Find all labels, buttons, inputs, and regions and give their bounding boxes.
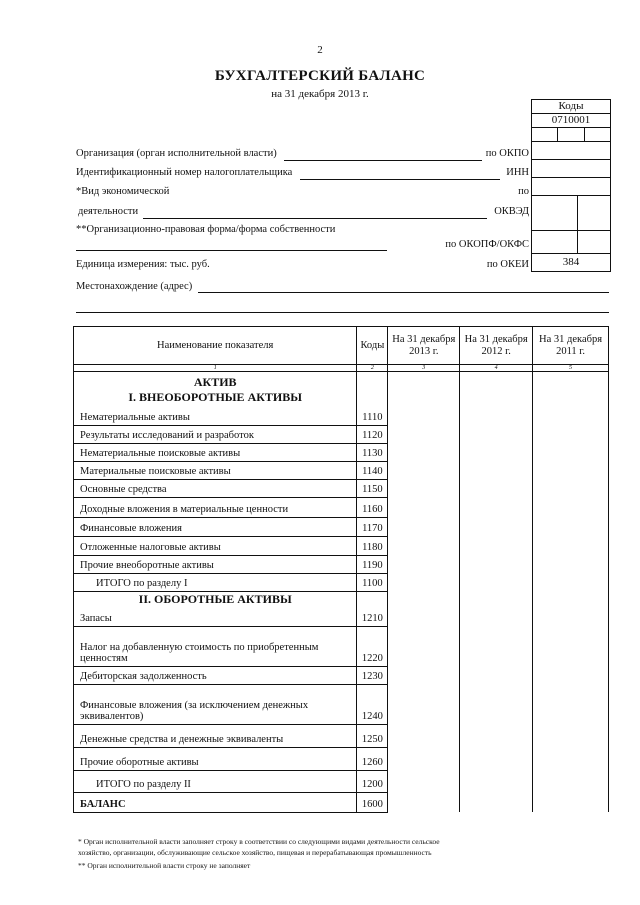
value-cell[interactable] [388, 480, 460, 498]
okopf-label: по ОКОПФ/ОКФС [445, 239, 529, 250]
value-cell[interactable] [388, 684, 460, 724]
header-name: Наименование показателя [74, 327, 357, 365]
value-cell[interactable] [388, 747, 460, 770]
table-row [74, 480, 609, 498]
table-row [74, 444, 609, 462]
okei-label: по ОКЕИ [486, 259, 529, 270]
okved-label: ОКВЭД [494, 206, 529, 217]
table-row [74, 626, 609, 666]
section1-total-label: ИТОГО по разделу I [74, 574, 357, 592]
value-cell[interactable] [460, 426, 533, 444]
row-code: 1120 [357, 426, 388, 444]
section1-total-code: 1100 [357, 574, 388, 592]
row-label: Отложенные налоговые активы [74, 537, 357, 556]
value-cell[interactable] [388, 770, 460, 792]
document-date: на 31 декабря 2013 г. [271, 88, 369, 100]
page-number: 2 [317, 44, 323, 56]
value-cell[interactable] [460, 518, 533, 537]
value-cell[interactable] [460, 792, 533, 812]
header-col2: На 31 декабря 2012 г. [460, 327, 533, 365]
row-label: Основные средства [74, 480, 357, 498]
value-cell[interactable] [388, 626, 460, 666]
section1-title-row [74, 372, 609, 408]
header-col3: На 31 декабря 2011 г. [533, 327, 609, 365]
row-label: Нематериальные поисковые активы [74, 444, 357, 462]
value-cell[interactable] [388, 556, 460, 574]
activity-code-cell[interactable] [532, 178, 610, 196]
value-cell[interactable] [533, 537, 609, 556]
row-label: Дебиторская задолженность [74, 666, 357, 684]
value-cell[interactable] [533, 684, 609, 724]
col-number: 1 [74, 365, 357, 372]
row-code: 1210 [357, 608, 388, 626]
table-row [74, 537, 609, 556]
value-cell[interactable] [533, 518, 609, 537]
footnote-2: ** Орган исполнительной власти строку не заполняет [78, 861, 251, 870]
value-cell[interactable] [388, 666, 460, 684]
document-title: БУХГАЛТЕРСКИЙ БАЛАНС [214, 68, 426, 84]
row-label: Денежные средства и денежные эквиваленты [74, 724, 357, 747]
value-cell[interactable] [460, 747, 533, 770]
row-code: 1140 [357, 462, 388, 480]
balance-code: 1600 [357, 792, 388, 812]
value-cell[interactable] [460, 626, 533, 666]
table-header-row [74, 327, 609, 365]
value-cell[interactable] [460, 444, 533, 462]
row-code: 1230 [357, 666, 388, 684]
value-cell[interactable] [533, 792, 609, 812]
row-label: Прочие оборотные активы [74, 747, 357, 770]
header-col1: На 31 декабря 2013 г. [388, 327, 460, 365]
table-row [74, 556, 609, 574]
value-cell[interactable] [533, 462, 609, 480]
balance-table [73, 326, 609, 813]
codes-block [531, 99, 611, 272]
row-label: Прочие внеоборотные активы [74, 556, 357, 574]
value-cell[interactable] [533, 626, 609, 666]
row-code: 1150 [357, 480, 388, 498]
footnote-1-line1: * Орган исполнительной власти заполняет строку в соответствии со следующими видами деятельности сельское [78, 837, 440, 846]
row-code: 1240 [357, 684, 388, 724]
section1-subtitle: I. ВНЕОБОРОТНЫЕ АКТИВЫ [128, 389, 303, 404]
value-cell[interactable] [460, 556, 533, 574]
balance-row [74, 792, 609, 812]
value-cell[interactable] [388, 444, 460, 462]
activity-input[interactable] [143, 218, 487, 219]
row-label: Результаты исследований и разработок [74, 426, 357, 444]
row-code: 1260 [357, 747, 388, 770]
row-label: Финансовые вложения (за исключением денежных эквивалентов) [74, 684, 357, 724]
unit-label: Единица измерения: тыс. руб. [76, 259, 210, 270]
value-cell[interactable] [460, 684, 533, 724]
section2-total-code: 1200 [357, 770, 388, 792]
value-cell[interactable] [533, 747, 609, 770]
okved-code-cells[interactable] [532, 196, 610, 231]
form-code: 0710001 [532, 114, 610, 128]
value-cell[interactable] [460, 770, 533, 792]
row-code: 1170 [357, 518, 388, 537]
value-cell[interactable] [388, 498, 460, 518]
row-code: 1180 [357, 537, 388, 556]
section2-total-label: ИТОГО по разделу II [74, 770, 357, 792]
value-cell[interactable] [388, 574, 460, 592]
value-cell[interactable] [460, 498, 533, 518]
section2-total-row [74, 770, 609, 792]
value-cell[interactable] [533, 770, 609, 792]
value-cell[interactable] [388, 608, 460, 626]
header-code: Коды [357, 327, 388, 365]
table-row [74, 684, 609, 724]
table-row [74, 608, 609, 626]
organization-input[interactable] [284, 160, 482, 161]
codes-header: Коды [532, 100, 610, 114]
inn-code-cell[interactable] [532, 160, 610, 178]
value-cell[interactable] [533, 480, 609, 498]
col-number: 4 [460, 365, 533, 372]
row-label: Финансовые вложения [74, 518, 357, 537]
legal-form-input[interactable] [76, 250, 387, 251]
row-label: Нематериальные активы [74, 408, 357, 426]
value-cell[interactable] [460, 724, 533, 747]
value-cell[interactable] [533, 426, 609, 444]
okpo-label: по ОКПО [485, 148, 529, 159]
value-cell[interactable] [388, 518, 460, 537]
row-code: 1190 [357, 556, 388, 574]
organization-label: Организация (орган исполнительной власти) [76, 148, 277, 159]
value-cell[interactable] [460, 408, 533, 426]
value-cell[interactable] [388, 537, 460, 556]
value-cell[interactable] [388, 462, 460, 480]
row-code: 1220 [357, 626, 388, 666]
value-cell[interactable] [533, 574, 609, 592]
okei-code: 384 [532, 254, 610, 272]
value-cell[interactable] [388, 426, 460, 444]
footnote-1 [78, 836, 440, 858]
activity-label-2: деятельности [78, 206, 139, 217]
footnote-1-line2: хозяйство, организации, обслуживающие сельское хозяйство, пищевая и перерабатывающая промышленность [78, 848, 432, 857]
col-number: 3 [388, 365, 460, 372]
row-label: Запасы [74, 608, 357, 626]
section1-title [74, 372, 357, 408]
legal-form-label: **Организационно-правовая форма/форма собственности [76, 224, 336, 235]
inn-label: Идентификационный номер налогоплательщика [76, 167, 293, 178]
table-row [74, 518, 609, 537]
value-cell[interactable] [460, 537, 533, 556]
table-row [74, 498, 609, 518]
table-row [74, 747, 609, 770]
row-label: Налог на добавленную стоимость по приобретенным ценностям [74, 626, 357, 666]
balance-label: БАЛАНС [74, 792, 357, 812]
section2-title-row [74, 592, 609, 609]
value-cell[interactable] [533, 444, 609, 462]
section-asset-title: АКТИВ [193, 374, 237, 389]
row-label: Доходные вложения в материальные ценности [74, 498, 357, 518]
value-cell[interactable] [533, 408, 609, 426]
address-label: Местонахождение (адрес) [76, 281, 193, 292]
column-number-row [74, 365, 609, 372]
value-cell[interactable] [388, 792, 460, 812]
value-cell[interactable] [533, 608, 609, 626]
value-cell[interactable] [460, 574, 533, 592]
value-cell[interactable] [533, 498, 609, 518]
row-code: 1110 [357, 408, 388, 426]
section1-total-row [74, 574, 609, 592]
value-cell[interactable] [460, 608, 533, 626]
value-cell[interactable] [533, 556, 609, 574]
table-row [74, 724, 609, 747]
row-code: 1160 [357, 498, 388, 518]
table-row [74, 462, 609, 480]
activity-label-right: по [518, 186, 529, 197]
address-input-line2[interactable] [76, 312, 609, 313]
address-input[interactable] [198, 292, 609, 293]
value-cell[interactable] [460, 666, 533, 684]
inn-input[interactable] [300, 179, 500, 180]
section2-title: II. ОБОРОТНЫЕ АКТИВЫ [74, 592, 357, 609]
value-cell[interactable] [460, 480, 533, 498]
value-cell[interactable] [533, 666, 609, 684]
date-code-cells [532, 128, 610, 142]
value-cell[interactable] [388, 724, 460, 747]
okpo-code-cell[interactable] [532, 142, 610, 160]
table-row [74, 666, 609, 684]
row-code: 1250 [357, 724, 388, 747]
col-number: 2 [357, 365, 388, 372]
inn-code-label: ИНН [506, 167, 529, 178]
row-code: 1130 [357, 444, 388, 462]
table-row [74, 426, 609, 444]
value-cell[interactable] [460, 462, 533, 480]
table-row [74, 408, 609, 426]
value-cell[interactable] [388, 408, 460, 426]
col-number: 5 [533, 365, 609, 372]
okopf-code-cells[interactable] [532, 231, 610, 254]
row-label: Материальные поисковые активы [74, 462, 357, 480]
value-cell[interactable] [533, 724, 609, 747]
activity-label-1: *Вид экономической [76, 186, 170, 197]
